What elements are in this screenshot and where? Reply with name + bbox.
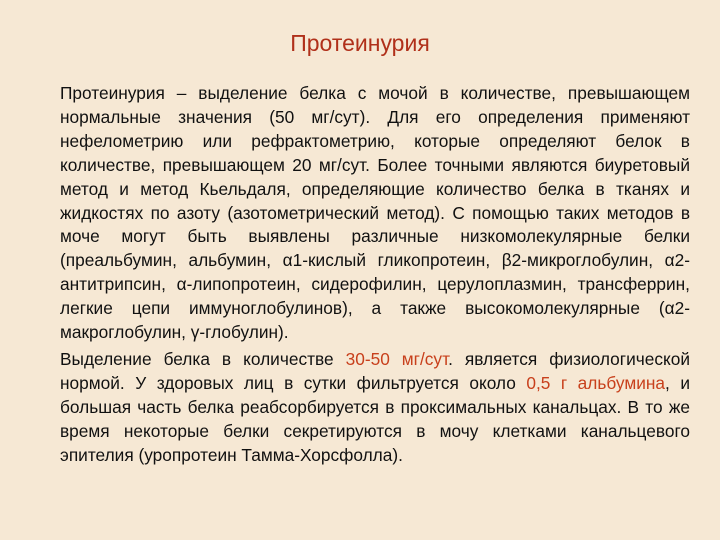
paragraph-definition: Протеинурия – выделение белка с мочой в количестве, превышающем нормальные значения (50 мг/сут). Для его определения применяют нефелометрию или рефрактометрию, которые определяют белок в количестве, превышающем 20 мг/сут. Более точными являются биуретовый метод и метод Кьельдаля, определяющие количество белка в тканях и жидкостях по азоту (азотометрический метод). С помощью таких методов в моче могут быть выявлены различные низкомолекулярные белки (преальбумин, альбумин, α1-кислый гликопротеин, β2-микроглобулин, α2-антитрипсин, α-липопротеин, сидерофилин, церулоплазмин, трансферрин, легкие цепи иммуноглобулинов), а также высокомолекулярные (α2-макроглобулин, γ-глобулин). [60,83,690,343]
highlight-norm-amount: 30-50 мг/сут [345,348,449,369]
highlight-albumin-amount: 0,5 г альбумина [526,372,666,393]
paragraph-physiology [60,348,690,468]
slide-title: Протеинурия [290,30,430,56]
slide-body [60,82,690,471]
paragraph-text: , и большая часть белка реабсорбируется в проксимальных канальцах. В то же время некоторые белки секретируются в мочу клетками канальцевого эпителия (уропротеин Тамма-Хорсфолла). [60,372,690,465]
paragraph-text: . является физиологической нормой. У здоровых лиц в сутки фильтруется около [60,348,691,393]
paragraph-text: Выделение белка в количестве [60,348,346,369]
